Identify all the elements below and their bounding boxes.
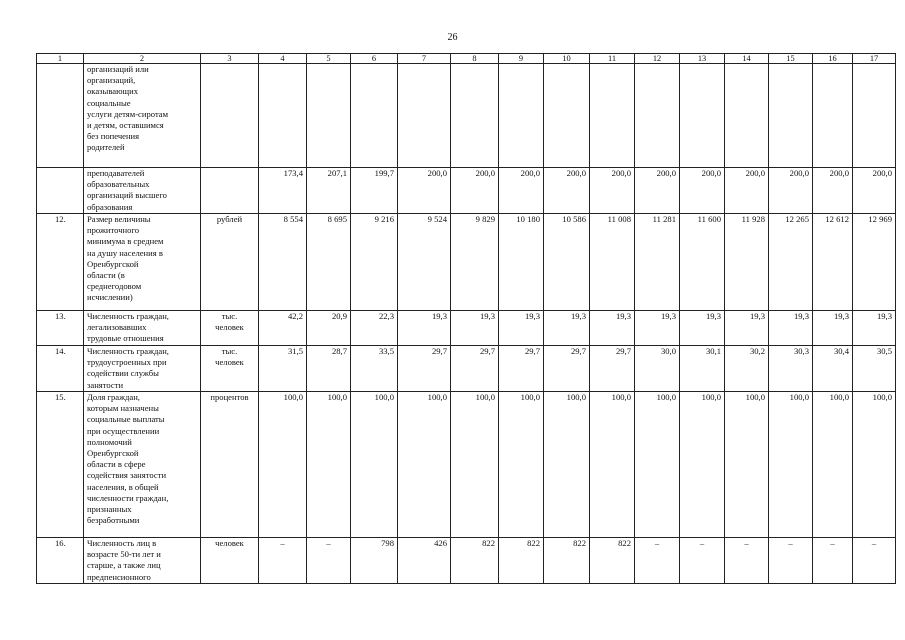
row-number-cell: 14.: [37, 346, 84, 392]
value-cell: 31,5: [259, 346, 307, 392]
value-cell: 100,0: [351, 392, 398, 538]
column-number-cell: 12: [635, 54, 680, 64]
indicator-name-line: Оренбургской: [87, 448, 139, 459]
column-number-cell: 2: [84, 54, 201, 64]
value-cell: [590, 64, 635, 168]
indicator-name-line: Численность граждан,: [87, 311, 169, 321]
value-cell: 29,7: [499, 346, 544, 392]
value-cell: 100,0: [307, 392, 351, 538]
indicator-name-line: численности граждан,: [87, 492, 169, 503]
value-cell: 100,0: [635, 392, 680, 538]
value-cell: [499, 64, 544, 168]
indicator-name-line: Численность граждан,: [87, 346, 169, 356]
value-cell: 200,0: [769, 168, 813, 214]
value-cell: 822: [451, 538, 499, 584]
value-cell: 19,3: [398, 311, 451, 346]
indicator-name-line: преподавателей: [87, 168, 145, 178]
unit-cell: [201, 346, 259, 392]
row-number-cell: 12.: [37, 214, 84, 311]
value-cell: [635, 64, 680, 168]
unit-line: тыс.: [221, 346, 238, 356]
table-row: [37, 392, 896, 538]
indicator-name-line: трудовые отношения: [87, 333, 164, 344]
indicator-name-line: минимума в среднем: [87, 236, 164, 247]
indicator-name-line: полномочий: [87, 436, 132, 447]
value-cell: 822: [499, 538, 544, 584]
unit-line: тыс.: [221, 311, 238, 321]
value-cell: 30,1: [680, 346, 725, 392]
unit-line: рублей: [216, 214, 243, 224]
column-number-cell: 9: [499, 54, 544, 64]
unit-line: процентов: [210, 392, 249, 402]
indicator-name-line: содействии службы: [87, 368, 159, 379]
value-cell: –: [635, 538, 680, 584]
indicator-name-line: исчислении): [87, 292, 133, 303]
value-cell: 30,0: [635, 346, 680, 392]
column-number-cell: 1: [37, 54, 84, 64]
value-cell: 9 216: [351, 214, 398, 311]
value-cell: –: [813, 538, 853, 584]
value-cell: 207,1: [307, 168, 351, 214]
row-number-cell: 16.: [37, 538, 84, 584]
value-cell: [398, 64, 451, 168]
indicator-name-line: возрасте 50-ти лет и: [87, 549, 161, 560]
indicator-name-line: безработными: [87, 515, 140, 526]
indicator-name-line: образовательных: [87, 179, 150, 190]
value-cell: 100,0: [769, 392, 813, 538]
value-cell: 10 586: [544, 214, 590, 311]
value-cell: 8 554: [259, 214, 307, 311]
value-cell: 10 180: [499, 214, 544, 311]
indicator-name-cell: [84, 346, 201, 392]
value-cell: [725, 64, 769, 168]
indicator-name-cell: [84, 214, 201, 311]
value-cell: –: [769, 538, 813, 584]
indicator-name-line: трудоустроенных при: [87, 357, 167, 368]
column-number-cell: 6: [351, 54, 398, 64]
value-cell: 100,0: [853, 392, 896, 538]
value-cell: 9 829: [451, 214, 499, 311]
column-number-cell: 17: [853, 54, 896, 64]
indicator-name-line: Размер величины: [87, 214, 151, 224]
value-cell: 199,7: [351, 168, 398, 214]
value-cell: 11 008: [590, 214, 635, 311]
indicator-name-line: прожиточного: [87, 225, 140, 236]
value-cell: –: [307, 538, 351, 584]
value-cell: 200,0: [853, 168, 896, 214]
unit-cell: [201, 214, 259, 311]
indicator-name-line: области (в: [87, 270, 125, 281]
value-cell: 11 281: [635, 214, 680, 311]
indicator-name-line: организаций высшего: [87, 190, 167, 201]
value-cell: 30,5: [853, 346, 896, 392]
indicator-name-line: которым назначены: [87, 403, 159, 414]
indicator-name-line: области в сфере: [87, 459, 146, 470]
indicator-name-cell: [84, 64, 201, 168]
indicator-name-line: признанных: [87, 504, 132, 515]
indicator-name-line: без попечения: [87, 131, 140, 142]
value-cell: 12 265: [769, 214, 813, 311]
unit-cell: [201, 168, 259, 214]
value-cell: [680, 64, 725, 168]
indicator-name-line: легализовавших: [87, 322, 147, 333]
table-row: [37, 214, 896, 311]
column-number-cell: 16: [813, 54, 853, 64]
indicator-name-line: старше, а также лиц: [87, 560, 161, 571]
indicator-name-line: услуги детям-сиротам: [87, 108, 169, 119]
value-cell: 100,0: [259, 392, 307, 538]
unit-cell: [201, 64, 259, 168]
column-number-cell: 3: [201, 54, 259, 64]
column-number-row: [37, 54, 896, 64]
value-cell: 19,3: [813, 311, 853, 346]
value-cell: 200,0: [635, 168, 680, 214]
unit-cell: [201, 392, 259, 538]
value-cell: 29,7: [398, 346, 451, 392]
indicator-name-line: Оренбургской: [87, 258, 139, 269]
indicator-name-line: и детям, оставшимся: [87, 120, 164, 131]
value-cell: 100,0: [398, 392, 451, 538]
indicator-name-cell: [84, 168, 201, 214]
column-number-cell: 8: [451, 54, 499, 64]
indicator-name-line: организаций или: [87, 64, 149, 74]
value-cell: 798: [351, 538, 398, 584]
column-number-cell: 14: [725, 54, 769, 64]
value-cell: 29,7: [451, 346, 499, 392]
value-cell: 12 612: [813, 214, 853, 311]
value-cell: 100,0: [544, 392, 590, 538]
table-row: [37, 538, 896, 584]
value-cell: [769, 64, 813, 168]
value-cell: 200,0: [544, 168, 590, 214]
value-cell: 12 969: [853, 214, 896, 311]
indicator-name-line: занятости: [87, 379, 124, 390]
value-cell: –: [680, 538, 725, 584]
value-cell: [451, 64, 499, 168]
indicator-name-line: социальные выплаты: [87, 414, 165, 425]
column-number-cell: 7: [398, 54, 451, 64]
value-cell: 11 928: [725, 214, 769, 311]
value-cell: 822: [544, 538, 590, 584]
value-cell: 100,0: [590, 392, 635, 538]
value-cell: [853, 64, 896, 168]
value-cell: 19,3: [635, 311, 680, 346]
indicator-name-line: оказывающих: [87, 86, 139, 97]
value-cell: 19,3: [769, 311, 813, 346]
value-cell: 30,4: [813, 346, 853, 392]
value-cell: 11 600: [680, 214, 725, 311]
table-row: [37, 64, 896, 168]
value-cell: 100,0: [725, 392, 769, 538]
value-cell: 200,0: [680, 168, 725, 214]
page-number: 26: [447, 32, 458, 43]
indicator-name-line: при осуществлении: [87, 425, 160, 436]
value-cell: 100,0: [680, 392, 725, 538]
value-cell: 19,3: [499, 311, 544, 346]
unit-cell: [201, 538, 259, 584]
value-cell: [307, 64, 351, 168]
value-cell: 19,3: [853, 311, 896, 346]
indicator-name-line: предпенсионного: [87, 571, 151, 582]
value-cell: 200,0: [398, 168, 451, 214]
value-cell: [351, 64, 398, 168]
value-cell: 29,7: [544, 346, 590, 392]
indicator-name-cell: [84, 311, 201, 346]
value-cell: –: [259, 538, 307, 584]
value-cell: 200,0: [451, 168, 499, 214]
value-cell: 200,0: [590, 168, 635, 214]
value-cell: 173,4: [259, 168, 307, 214]
indicator-name-cell: [84, 392, 201, 538]
indicators-table: [36, 53, 896, 584]
indicator-name-line: населения, в общей: [87, 481, 159, 492]
table-row: [37, 168, 896, 214]
value-cell: 200,0: [725, 168, 769, 214]
table-row: [37, 346, 896, 392]
value-cell: 426: [398, 538, 451, 584]
value-cell: 8 695: [307, 214, 351, 311]
unit-cell: [201, 311, 259, 346]
table-row: [37, 311, 896, 346]
value-cell: 100,0: [499, 392, 544, 538]
unit-line: человек: [215, 322, 244, 333]
value-cell: 200,0: [813, 168, 853, 214]
value-cell: 22,3: [351, 311, 398, 346]
column-number-cell: 4: [259, 54, 307, 64]
value-cell: 20,9: [307, 311, 351, 346]
value-cell: 30,3: [769, 346, 813, 392]
value-cell: 19,3: [725, 311, 769, 346]
unit-line: человек: [215, 538, 244, 548]
value-cell: 19,3: [451, 311, 499, 346]
value-cell: 200,0: [499, 168, 544, 214]
value-cell: [544, 64, 590, 168]
value-cell: 42,2: [259, 311, 307, 346]
indicator-name-line: на душу населения в: [87, 247, 163, 258]
value-cell: 19,3: [590, 311, 635, 346]
value-cell: 100,0: [451, 392, 499, 538]
value-cell: 28,7: [307, 346, 351, 392]
column-number-cell: 15: [769, 54, 813, 64]
indicator-name-line: социальные: [87, 97, 131, 108]
row-number-cell: 13.: [37, 311, 84, 346]
value-cell: –: [725, 538, 769, 584]
unit-line: человек: [215, 357, 244, 368]
value-cell: –: [853, 538, 896, 584]
row-number-cell: 15.: [37, 392, 84, 538]
value-cell: 9 524: [398, 214, 451, 311]
value-cell: [813, 64, 853, 168]
indicator-name-line: Численность лиц в: [87, 538, 157, 548]
indicator-name-line: образования: [87, 201, 133, 212]
column-number-cell: 10: [544, 54, 590, 64]
indicator-name-cell: [84, 538, 201, 584]
value-cell: 29,7: [590, 346, 635, 392]
indicator-name-line: содействия занятости: [87, 470, 167, 481]
value-cell: 19,3: [544, 311, 590, 346]
indicator-name-line: родителей: [87, 142, 125, 153]
row-number-cell: [37, 168, 84, 214]
row-number-cell: [37, 64, 84, 168]
indicator-name-line: среднегодовом: [87, 281, 142, 292]
indicator-name-line: Доля граждан,: [87, 392, 140, 402]
column-number-cell: 5: [307, 54, 351, 64]
value-cell: 33,5: [351, 346, 398, 392]
value-cell: 19,3: [680, 311, 725, 346]
value-cell: 822: [590, 538, 635, 584]
value-cell: 100,0: [813, 392, 853, 538]
value-cell: [259, 64, 307, 168]
column-number-cell: 13: [680, 54, 725, 64]
value-cell: 30,2: [725, 346, 769, 392]
indicator-name-line: организаций,: [87, 75, 136, 86]
column-number-cell: 11: [590, 54, 635, 64]
